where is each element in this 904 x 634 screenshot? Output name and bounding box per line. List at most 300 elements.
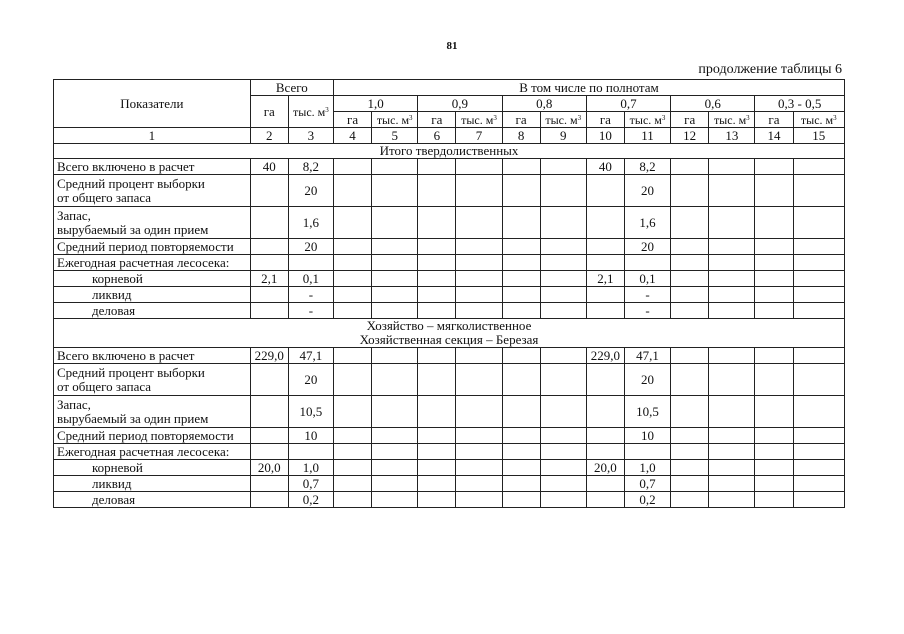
table-cell	[333, 255, 371, 271]
table-cell	[671, 364, 709, 396]
header-unit-thous-m3: тыс. $м^3$	[456, 112, 502, 128]
table-cell: 0,2	[288, 492, 333, 508]
table-cell: 20	[624, 364, 670, 396]
column-number: 5	[372, 128, 418, 144]
table-cell	[250, 287, 288, 303]
table-cell: 1,0	[624, 460, 670, 476]
row-label: Ежегодная расчетная лесосека:	[54, 444, 251, 460]
table-cell	[502, 255, 540, 271]
table-row	[54, 239, 845, 255]
table-cell	[372, 175, 418, 207]
table-cell	[418, 175, 456, 207]
table-cell	[793, 271, 844, 287]
row-label: Запас, вырубаемый за один прием	[54, 396, 251, 428]
table-cell	[793, 239, 844, 255]
table-cell	[502, 364, 540, 396]
table-cell	[586, 239, 624, 255]
table-cell	[671, 492, 709, 508]
table-cell	[793, 492, 844, 508]
table-cell	[586, 255, 624, 271]
table-cell	[456, 271, 502, 287]
table-cell	[709, 303, 755, 319]
table-cell	[333, 492, 371, 508]
table-cell	[333, 444, 371, 460]
table-cell: 8,2	[288, 159, 333, 175]
table-cell	[502, 428, 540, 444]
table-cell: 1,6	[624, 207, 670, 239]
column-number: 12	[671, 128, 709, 144]
table-cell	[418, 303, 456, 319]
table-continuation-caption: продолжение таблицы 6	[698, 62, 842, 77]
table-cell	[456, 348, 502, 364]
table-cell	[333, 348, 371, 364]
table-cell: 2,1	[586, 271, 624, 287]
column-number: 14	[755, 128, 793, 144]
table-cell	[372, 428, 418, 444]
column-number: 6	[418, 128, 456, 144]
table-cell	[333, 207, 371, 239]
table-cell	[755, 396, 793, 428]
header-total-thous-m3: тыс. $м^3$	[288, 96, 333, 128]
table-cell	[372, 303, 418, 319]
table-cell	[502, 239, 540, 255]
table-cell	[671, 255, 709, 271]
section-title: Итого твердолиственных	[54, 144, 845, 159]
table-row	[54, 364, 845, 396]
table-cell	[288, 444, 333, 460]
table-cell: 20,0	[586, 460, 624, 476]
header-unit-ha: га	[586, 112, 624, 128]
table-cell	[586, 396, 624, 428]
table-cell	[671, 444, 709, 460]
table-cell	[540, 303, 586, 319]
table-row	[54, 175, 845, 207]
table-cell: 1,6	[288, 207, 333, 239]
table-cell	[502, 175, 540, 207]
table-cell	[709, 428, 755, 444]
table-cell	[755, 303, 793, 319]
table-cell	[372, 287, 418, 303]
table-cell	[540, 207, 586, 239]
table-cell	[540, 159, 586, 175]
table-cell	[671, 159, 709, 175]
table-cell: 10	[288, 428, 333, 444]
section-title: Хозяйство – мягколиственное Хозяйственная секция – Березая	[54, 319, 845, 348]
table-cell: -	[288, 303, 333, 319]
table-cell	[540, 492, 586, 508]
table-cell	[418, 460, 456, 476]
row-label: Всего включено в расчет	[54, 159, 251, 175]
table-cell: 0,1	[288, 271, 333, 287]
table-cell	[418, 239, 456, 255]
table-cell	[793, 175, 844, 207]
table-cell	[418, 364, 456, 396]
table-cell	[755, 460, 793, 476]
header-unit-ha: га	[502, 112, 540, 128]
row-label: Ежегодная расчетная лесосека:	[54, 255, 251, 271]
table-cell	[418, 271, 456, 287]
table-cell: 0,1	[624, 271, 670, 287]
table-cell	[502, 460, 540, 476]
table-cell	[793, 159, 844, 175]
column-number: 4	[333, 128, 371, 144]
table-cell	[418, 492, 456, 508]
table-cell	[671, 303, 709, 319]
row-label: Всего включено в расчет	[54, 348, 251, 364]
table-row	[54, 348, 845, 364]
table-cell: 0,7	[288, 476, 333, 492]
table-cell: 20	[288, 175, 333, 207]
header-row-column-numbers	[54, 128, 845, 144]
table-cell	[333, 239, 371, 255]
table-cell	[793, 364, 844, 396]
header-density: 0,6	[671, 96, 755, 112]
table-cell	[755, 175, 793, 207]
section-title-row	[54, 319, 845, 348]
table-cell	[372, 460, 418, 476]
table-cell	[502, 396, 540, 428]
header-indicators: Показатели	[54, 80, 251, 128]
table-cell	[709, 207, 755, 239]
table-cell	[586, 175, 624, 207]
header-unit-thous-m3: тыс. $м^3$	[624, 112, 670, 128]
table-cell	[333, 428, 371, 444]
table-cell	[418, 159, 456, 175]
table-cell	[671, 460, 709, 476]
table-cell	[671, 287, 709, 303]
table-cell	[709, 159, 755, 175]
table-cell	[755, 255, 793, 271]
forest-calculation-table	[53, 79, 845, 508]
table-row	[54, 476, 845, 492]
table-cell	[418, 428, 456, 444]
table-cell	[671, 207, 709, 239]
column-number: 15	[793, 128, 844, 144]
table-cell	[755, 287, 793, 303]
section-title-row	[54, 144, 845, 159]
table-cell	[456, 396, 502, 428]
table-cell	[793, 207, 844, 239]
table-cell	[372, 364, 418, 396]
table-cell	[540, 444, 586, 460]
table-cell	[418, 287, 456, 303]
table-cell	[709, 287, 755, 303]
header-unit-ha: га	[418, 112, 456, 128]
table-cell	[456, 255, 502, 271]
table-cell	[586, 428, 624, 444]
header-unit-ha: га	[755, 112, 793, 128]
table-row	[54, 207, 845, 239]
header-including-densities: В том числе по полнотам	[333, 80, 844, 96]
table-cell	[755, 348, 793, 364]
table-cell	[709, 348, 755, 364]
row-label: деловая	[54, 303, 251, 319]
table-cell	[456, 444, 502, 460]
table-cell	[540, 271, 586, 287]
row-label: Средний процент выборки от общего запаса	[54, 175, 251, 207]
table-row	[54, 428, 845, 444]
table-cell: 40	[250, 159, 288, 175]
table-cell	[755, 271, 793, 287]
table-cell	[502, 476, 540, 492]
table-cell	[372, 444, 418, 460]
table-cell	[288, 255, 333, 271]
table-cell	[456, 460, 502, 476]
table-cell	[456, 239, 502, 255]
table-cell	[418, 444, 456, 460]
table-cell: 10	[624, 428, 670, 444]
table-cell: 20	[624, 239, 670, 255]
table-cell	[755, 159, 793, 175]
table-cell: 47,1	[288, 348, 333, 364]
table-cell: -	[288, 287, 333, 303]
table-cell	[372, 255, 418, 271]
table-cell	[456, 476, 502, 492]
table-cell	[333, 271, 371, 287]
table-cell: -	[624, 303, 670, 319]
table-cell	[456, 287, 502, 303]
header-unit-thous-m3: тыс. $м^3$	[793, 112, 844, 128]
table-cell: 20	[624, 175, 670, 207]
table-cell: 47,1	[624, 348, 670, 364]
table-cell: 0,7	[624, 476, 670, 492]
table-cell	[793, 255, 844, 271]
table-cell	[372, 271, 418, 287]
table-cell	[671, 348, 709, 364]
header-unit-thous-m3: тыс. $м^3$	[372, 112, 418, 128]
table-cell	[372, 476, 418, 492]
table-cell	[755, 476, 793, 492]
table-cell	[540, 287, 586, 303]
header-unit-ha: га	[333, 112, 371, 128]
table-cell	[250, 207, 288, 239]
header-unit-thous-m3: тыс. $м^3$	[709, 112, 755, 128]
table-cell	[418, 207, 456, 239]
row-label: ликвид	[54, 287, 251, 303]
row-label: Средний период повторяемости	[54, 428, 251, 444]
table-cell	[250, 303, 288, 319]
table-cell	[586, 364, 624, 396]
column-number: 2	[250, 128, 288, 144]
table-cell	[709, 444, 755, 460]
table-cell	[333, 159, 371, 175]
table-cell	[456, 492, 502, 508]
table-row	[54, 287, 845, 303]
table-cell	[502, 271, 540, 287]
table-cell	[671, 239, 709, 255]
table-cell	[755, 364, 793, 396]
table-cell: 20	[288, 239, 333, 255]
table-cell	[333, 396, 371, 428]
table-cell	[333, 460, 371, 476]
table-cell	[372, 492, 418, 508]
table-cell: 1,0	[288, 460, 333, 476]
header-density: 0,7	[586, 96, 670, 112]
table-cell	[709, 476, 755, 492]
table-cell	[456, 207, 502, 239]
table-cell	[250, 255, 288, 271]
table-cell	[586, 287, 624, 303]
table-cell: 2,1	[250, 271, 288, 287]
table-row	[54, 444, 845, 460]
header-density: 0,8	[502, 96, 586, 112]
table-cell	[333, 303, 371, 319]
table-cell: 0,2	[624, 492, 670, 508]
table-cell: 229,0	[586, 348, 624, 364]
row-label: Средний период повторяемости	[54, 239, 251, 255]
row-label: ликвид	[54, 476, 251, 492]
header-unit-ha: га	[671, 112, 709, 128]
column-number: 8	[502, 128, 540, 144]
table-cell	[250, 364, 288, 396]
table-cell	[755, 444, 793, 460]
table-cell	[755, 428, 793, 444]
table-cell	[372, 396, 418, 428]
table-cell	[456, 303, 502, 319]
table-cell	[418, 255, 456, 271]
column-number: 7	[456, 128, 502, 144]
table-cell	[793, 428, 844, 444]
header-total-ha: га	[250, 96, 288, 128]
table-cell	[250, 428, 288, 444]
row-label: Запас, вырубаемый за один прием	[54, 207, 251, 239]
table-cell	[709, 460, 755, 476]
table-cell	[372, 348, 418, 364]
table-cell	[671, 476, 709, 492]
table-cell	[250, 476, 288, 492]
table-cell	[709, 239, 755, 255]
table-cell	[250, 492, 288, 508]
header-density: 1,0	[333, 96, 417, 112]
table-cell	[456, 364, 502, 396]
table-row	[54, 396, 845, 428]
table-cell	[793, 444, 844, 460]
table-cell	[418, 476, 456, 492]
table-cell	[540, 348, 586, 364]
column-number: 10	[586, 128, 624, 144]
table-cell	[250, 444, 288, 460]
table-cell	[333, 287, 371, 303]
table-cell	[372, 159, 418, 175]
table-cell	[671, 175, 709, 207]
table-cell	[586, 207, 624, 239]
table-cell	[502, 348, 540, 364]
table-cell	[586, 492, 624, 508]
table-cell	[540, 396, 586, 428]
table-cell	[456, 428, 502, 444]
table-cell	[793, 396, 844, 428]
column-number: 11	[624, 128, 670, 144]
table-cell	[709, 492, 755, 508]
column-number: 1	[54, 128, 251, 144]
table-cell	[250, 396, 288, 428]
table-cell	[793, 476, 844, 492]
table-cell	[372, 239, 418, 255]
header-density: 0,9	[418, 96, 502, 112]
table-cell: 20	[288, 364, 333, 396]
table-cell	[250, 239, 288, 255]
table-cell	[709, 271, 755, 287]
table-cell: 20,0	[250, 460, 288, 476]
table-cell	[502, 444, 540, 460]
row-label: деловая	[54, 492, 251, 508]
table-body	[54, 80, 845, 508]
table-row	[54, 492, 845, 508]
row-label: корневой	[54, 460, 251, 476]
table-cell: 40	[586, 159, 624, 175]
table-cell	[709, 364, 755, 396]
table-cell	[502, 207, 540, 239]
table-row	[54, 460, 845, 476]
header-unit-thous-m3: тыс. $м^3$	[540, 112, 586, 128]
table-cell	[755, 207, 793, 239]
table-cell	[456, 175, 502, 207]
table-cell	[540, 428, 586, 444]
table-cell	[418, 348, 456, 364]
table-cell	[502, 303, 540, 319]
table-cell	[502, 159, 540, 175]
header-total: Всего	[250, 80, 333, 96]
table-cell	[755, 239, 793, 255]
table-cell	[333, 175, 371, 207]
table-cell: -	[624, 287, 670, 303]
table-cell	[671, 428, 709, 444]
table-cell	[709, 175, 755, 207]
table-cell	[755, 492, 793, 508]
table-cell	[418, 396, 456, 428]
table-cell	[793, 348, 844, 364]
table-cell	[709, 255, 755, 271]
table-row	[54, 303, 845, 319]
table-cell	[709, 396, 755, 428]
table-cell: 8,2	[624, 159, 670, 175]
table-cell: 10,5	[288, 396, 333, 428]
table-cell	[333, 476, 371, 492]
table-cell	[333, 364, 371, 396]
table-cell: 10,5	[624, 396, 670, 428]
table-cell	[502, 287, 540, 303]
header-density: 0,3 - 0,5	[755, 96, 845, 112]
table-cell	[540, 175, 586, 207]
page-number: 81	[446, 40, 458, 52]
table-cell	[540, 255, 586, 271]
table-cell	[624, 444, 670, 460]
column-number: 13	[709, 128, 755, 144]
table-cell	[793, 460, 844, 476]
table-cell	[793, 287, 844, 303]
table-row	[54, 159, 845, 175]
table-cell	[671, 271, 709, 287]
table-cell	[586, 476, 624, 492]
table-cell	[250, 175, 288, 207]
table-cell	[671, 396, 709, 428]
table-row	[54, 271, 845, 287]
table-cell	[540, 476, 586, 492]
table-cell	[540, 239, 586, 255]
table-cell	[502, 492, 540, 508]
table-cell	[624, 255, 670, 271]
table-cell	[586, 303, 624, 319]
table-cell	[372, 207, 418, 239]
table-cell	[793, 303, 844, 319]
table-cell	[586, 444, 624, 460]
row-label: корневой	[54, 271, 251, 287]
table-row	[54, 255, 845, 271]
table-cell	[456, 159, 502, 175]
row-label: Средний процент выборки от общего запаса	[54, 364, 251, 396]
column-number: 9	[540, 128, 586, 144]
column-number: 3	[288, 128, 333, 144]
